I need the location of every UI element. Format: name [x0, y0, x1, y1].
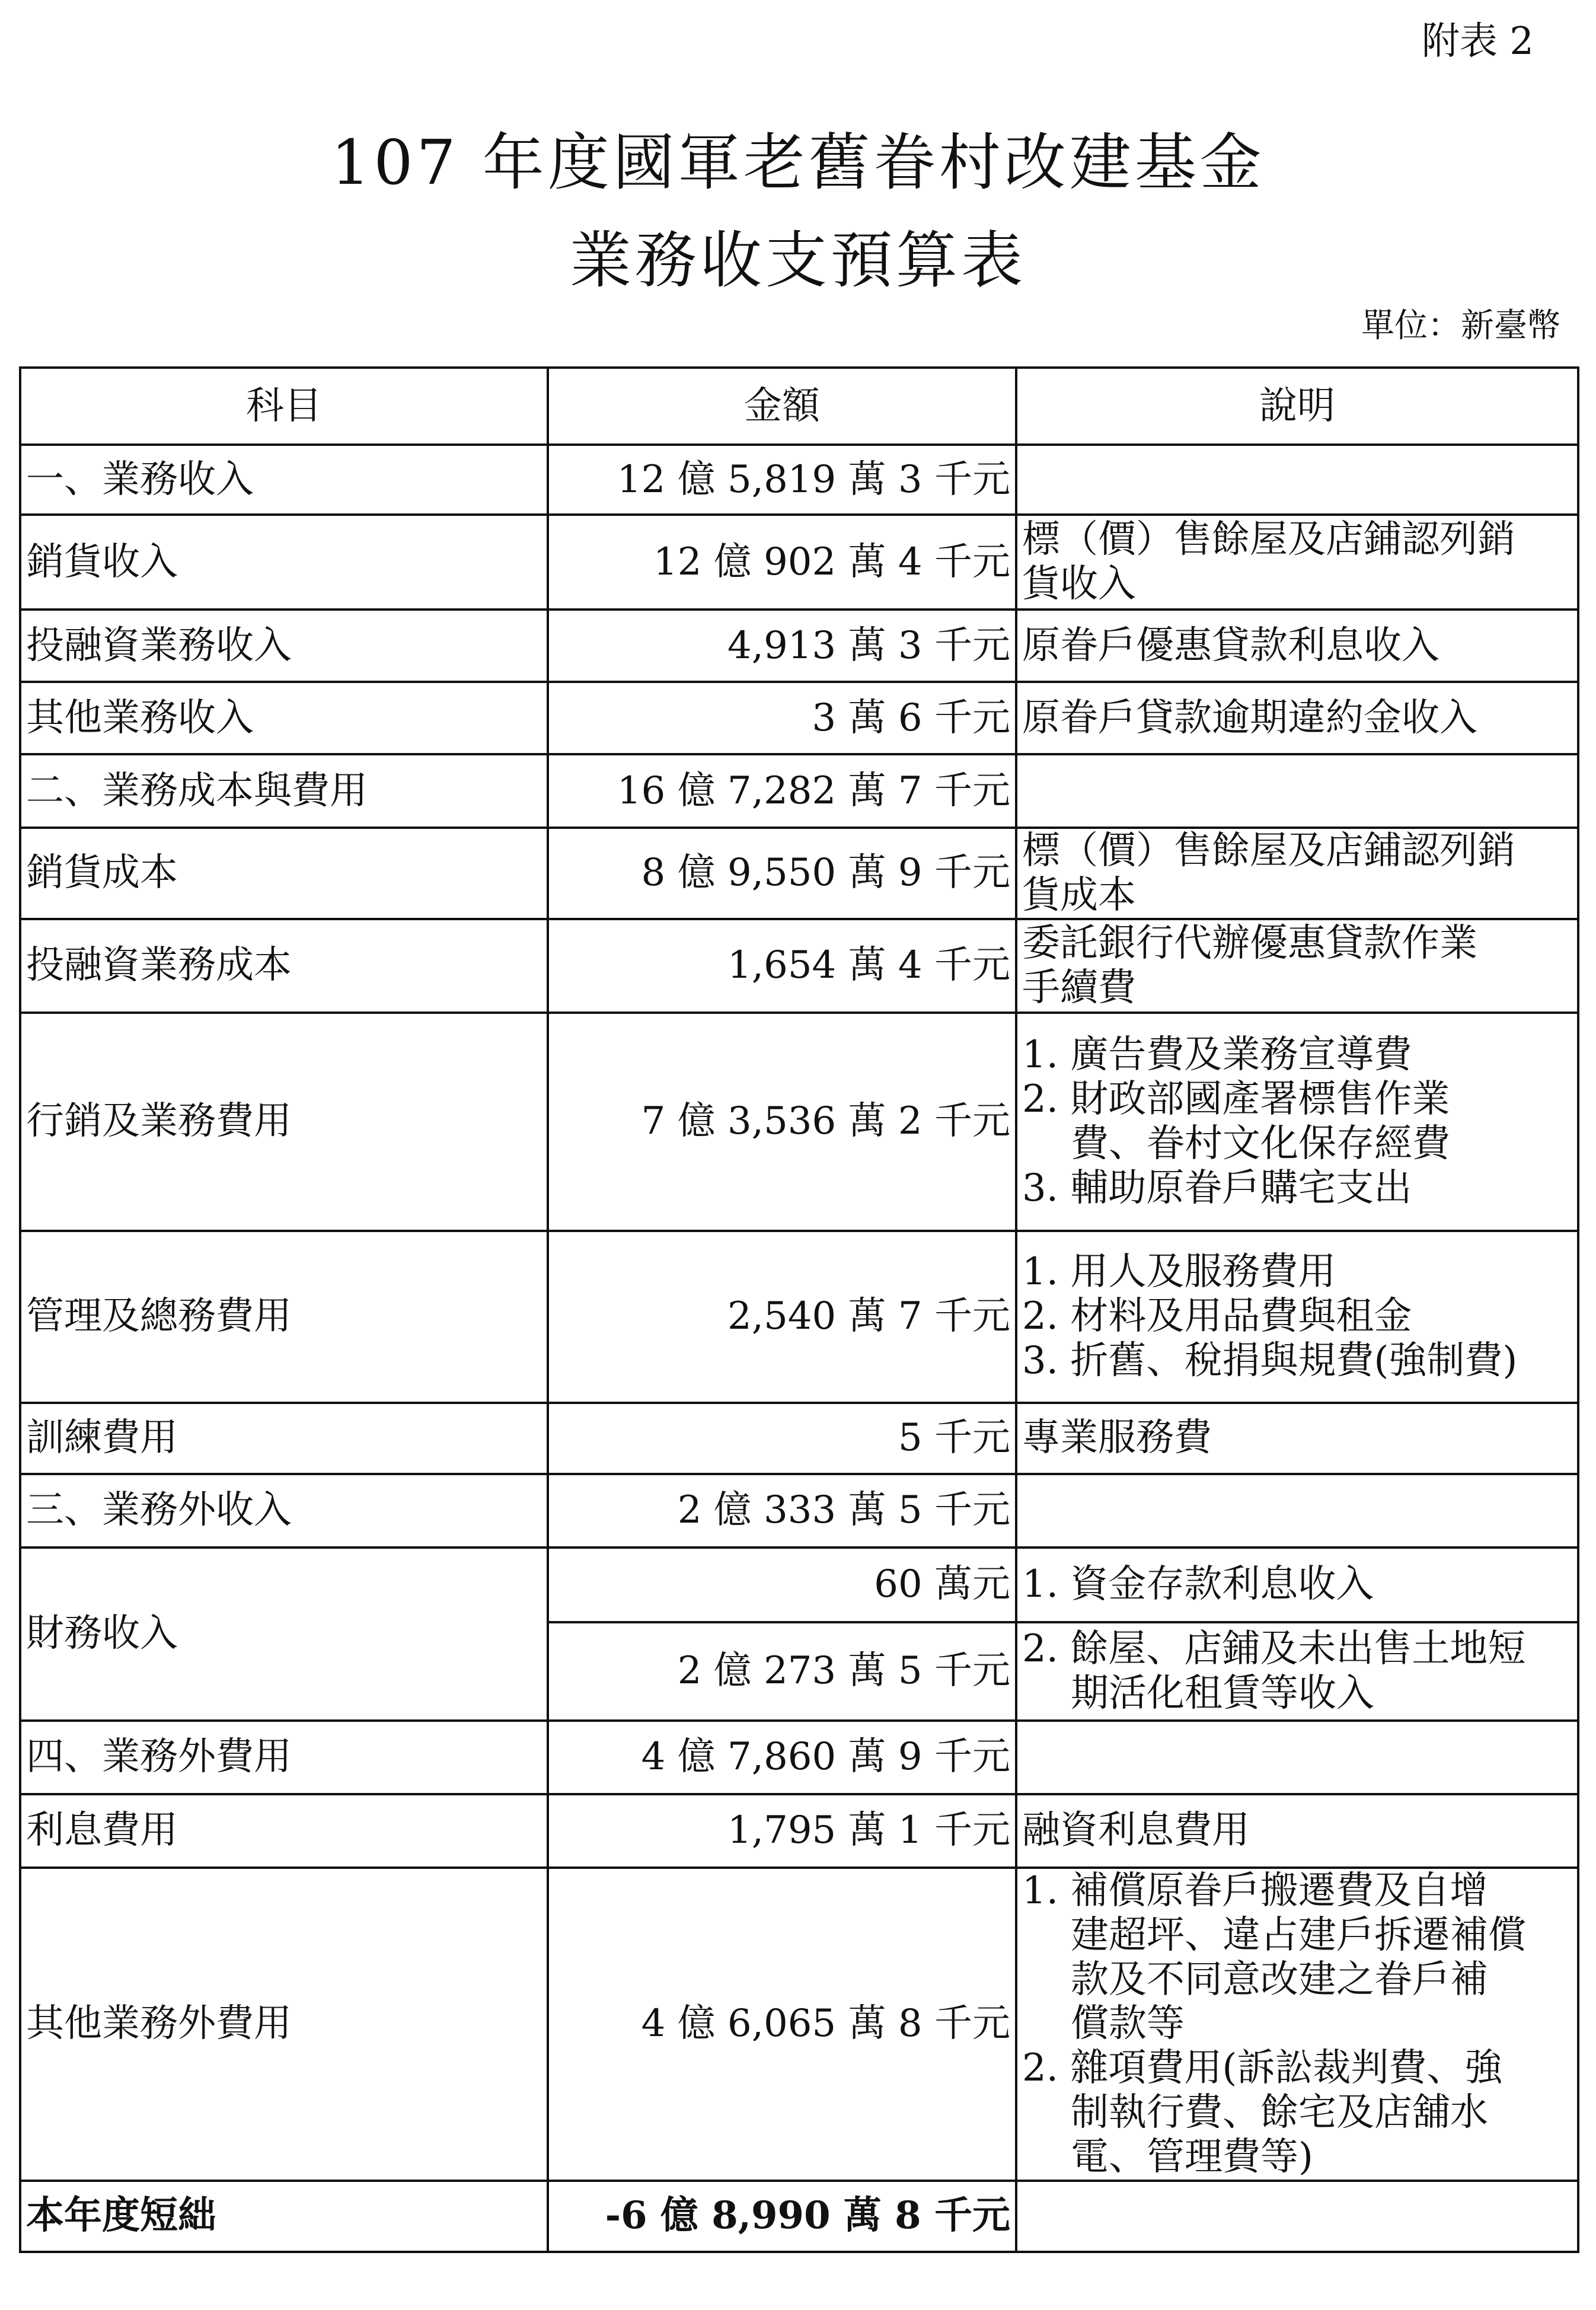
- note-line: 費、眷村文化保存經費: [1071, 1121, 1450, 1166]
- item-cell: 二、業務成本與費用: [20, 754, 548, 828]
- note-cell: [1016, 1013, 1578, 1231]
- note-line: 3. 折舊、稅捐與規費(強制費): [1022, 1339, 1518, 1383]
- item-cell: 銷貨成本: [20, 828, 548, 919]
- note-cell: [1016, 1474, 1578, 1548]
- header-note: 說明: [1016, 368, 1578, 445]
- amount-cell: 12 億 902 萬 4 千元: [548, 515, 1016, 610]
- note-cell: [1016, 2181, 1578, 2252]
- note-line: 委託銀行代辦優惠貸款作業: [1022, 921, 1477, 965]
- note-line: 2. 雜項費用(訴訟裁判費、強: [1022, 2046, 1503, 2091]
- note-cell: [1016, 610, 1578, 682]
- table-row: [20, 445, 1578, 515]
- budget-table: [19, 366, 1579, 2253]
- note-line: 手續費: [1022, 965, 1136, 1010]
- amount-cell: 2 億 273 萬 5 千元: [548, 1622, 1016, 1721]
- table-row: [20, 828, 1578, 919]
- note-cell: [1016, 1868, 1578, 2181]
- table-row: [20, 610, 1578, 682]
- note-line: 2. 財政部國產署標售作業: [1022, 1077, 1450, 1121]
- table-row: [20, 682, 1578, 754]
- annex-label: 附表 2: [1421, 20, 1534, 63]
- note-line: 1. 廣告費及業務宣導費: [1022, 1033, 1412, 1077]
- amount-cell: 1,795 萬 1 千元: [548, 1794, 1016, 1868]
- amount-cell: 4 億 6,065 萬 8 千元: [548, 1868, 1016, 2181]
- note-line: 3. 輔助原眷戶購宅支出: [1022, 1166, 1412, 1210]
- note-line: 期活化租賃等收入: [1071, 1671, 1374, 1715]
- total-amount: -6 億 8,990 萬 8 千元: [548, 2181, 1016, 2252]
- note-cell: [1016, 1403, 1578, 1474]
- note-line: 1. 資金存款利息收入: [1022, 1562, 1374, 1607]
- note-line: 貨成本: [1022, 873, 1136, 917]
- table-row: [20, 919, 1578, 1013]
- table-row: [20, 1231, 1578, 1403]
- note-line: 融資利息費用: [1022, 1808, 1250, 1853]
- note-line: 2. 材料及用品費與租金: [1022, 1294, 1412, 1339]
- amount-cell: 16 億 7,282 萬 7 千元: [548, 754, 1016, 828]
- amount-cell: 3 萬 6 千元: [548, 682, 1016, 754]
- note-line: 專業服務費: [1022, 1416, 1212, 1460]
- note-cell: [1016, 828, 1578, 919]
- note-line: 原眷戶優惠貸款利息收入: [1022, 623, 1439, 668]
- note-line: 制執行費、餘宅及店舖水: [1071, 2091, 1488, 2135]
- note-line: 2. 餘屋、店鋪及未出售土地短: [1022, 1626, 1526, 1671]
- page-subtitle: 業務收支預算表: [569, 224, 1026, 296]
- amount-cell: 1,654 萬 4 千元: [548, 919, 1016, 1013]
- amount-cell: 5 千元: [548, 1403, 1016, 1474]
- table-row: [20, 1474, 1578, 1548]
- table-row: [20, 1868, 1578, 2181]
- page-title: 107 年度國軍老舊眷村改建基金: [331, 126, 1265, 199]
- table-row: [20, 1548, 1578, 1622]
- note-line: 款及不同意改建之眷戶補: [1071, 1957, 1488, 2002]
- note-line: 貨收入: [1022, 562, 1136, 606]
- item-cell: 財務收入: [20, 1548, 548, 1721]
- amount-cell: 12 億 5,819 萬 3 千元: [548, 445, 1016, 515]
- amount-cell: 2 億 333 萬 5 千元: [548, 1474, 1016, 1548]
- amount-cell: 2,540 萬 7 千元: [548, 1231, 1016, 1403]
- note-cell: [1016, 919, 1578, 1013]
- item-cell: 行銷及業務費用: [20, 1013, 548, 1231]
- total-row: [20, 2181, 1578, 2252]
- item-cell: 訓練費用: [20, 1403, 548, 1474]
- note-cell: [1016, 682, 1578, 754]
- item-cell: 投融資業務成本: [20, 919, 548, 1013]
- item-cell: 一、業務收入: [20, 445, 548, 515]
- item-cell: 投融資業務收入: [20, 610, 548, 682]
- note-cell: [1016, 445, 1578, 515]
- note-line: 建超坪、違占建戶拆遷補償: [1071, 1913, 1526, 1957]
- table-row: [20, 1794, 1578, 1868]
- note-line: 電、管理費等): [1071, 2135, 1313, 2179]
- amount-cell: 4,913 萬 3 千元: [548, 610, 1016, 682]
- note-cell: [1016, 1794, 1578, 1868]
- amount-cell: 60 萬元: [548, 1548, 1016, 1622]
- item-cell: 四、業務外費用: [20, 1721, 548, 1794]
- amount-cell: 7 億 3,536 萬 2 千元: [548, 1013, 1016, 1231]
- unit-label: 單位：新臺幣: [1361, 307, 1560, 345]
- item-cell: 三、業務外收入: [20, 1474, 548, 1548]
- note-cell: [1016, 1231, 1578, 1403]
- table-row: [20, 1013, 1578, 1231]
- amount-cell: 8 億 9,550 萬 9 千元: [548, 828, 1016, 919]
- table-header-row: [20, 368, 1578, 445]
- table-row: [20, 515, 1578, 610]
- header-amount: 金額: [548, 368, 1016, 445]
- note-line: 標（價）售餘屋及店鋪認列銷: [1022, 518, 1515, 562]
- note-line: 1. 補償原眷戶搬遷費及自增: [1022, 1868, 1488, 1913]
- item-cell: 其他業務收入: [20, 682, 548, 754]
- note-cell: [1016, 1721, 1578, 1794]
- item-cell: 管理及總務費用: [20, 1231, 548, 1403]
- note-line: 1. 用人及服務費用: [1022, 1250, 1336, 1294]
- amount-cell: 4 億 7,860 萬 9 千元: [548, 1721, 1016, 1794]
- header-item: 科目: [20, 368, 548, 445]
- note-line: 償款等: [1071, 2002, 1185, 2046]
- total-label: 本年度短絀: [20, 2181, 548, 2252]
- item-cell: 其他業務外費用: [20, 1868, 548, 2181]
- table-row: [20, 1721, 1578, 1794]
- note-line: 原眷戶貸款逾期違約金收入: [1022, 695, 1477, 740]
- table-row: [20, 754, 1578, 828]
- item-cell: 利息費用: [20, 1794, 548, 1868]
- note-cell: [1016, 754, 1578, 828]
- table-row: [20, 1403, 1578, 1474]
- note-cell: [1016, 1548, 1578, 1622]
- note-cell: [1016, 1622, 1578, 1721]
- note-line: 標（價）售餘屋及店鋪認列銷: [1022, 829, 1515, 873]
- note-cell: [1016, 515, 1578, 610]
- item-cell: 銷貨收入: [20, 515, 548, 610]
